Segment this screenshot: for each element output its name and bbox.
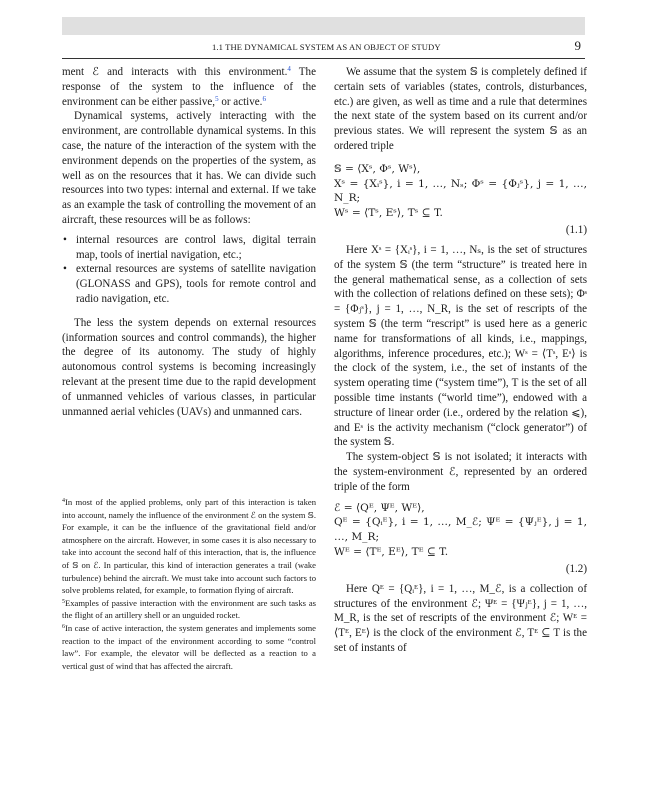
paragraph: We assume that the system 𝕊 is completely defined if certain sets of variables (states, controls, disturbances, etc.) are given, as well as time and a rule that determines the next state of the system based on its current and/or previous states. We will represent the system 𝕊 as an ordered triple: [334, 66, 587, 152]
footnote-link-5[interactable]: 5: [215, 94, 219, 103]
paragraph: Here Xˢ = {Xᵢˢ}, i = 1, …, Nₛ, is the set of structures of the system 𝕊 (the term “structure” is treated here in the general mathematical sense, as a collection of sets with the collection of relations defined on these sets); Φˢ = {Φⱼˢ}, j = 1, …, N_R, is the set of rescripts of the system 𝕊 (the term “rescript” is used here as a generic name for transformations of all kinds, i.e., mappings, algorithms, inference procedures, etc.); Wˢ = ⟨Tˢ, Eˢ⟩ is the clock of the system, i.e., the set of instants of the system operating time (“system time”), T is the set of all possible time instants (“world time”), endowed with a structure of linear order (i.e., ordered by the relation ⩽), and Eˢ is the activity mechanism (“clock generator”) of the system 𝕊.: [334, 243, 587, 449]
paragraph: The less the system depends on external resources (information sources and control commands), the higher the degree of its autonomy. The study of highly autonomous control systems is becoming increasingly relevant at the present time due to the rapid development of unmanned vehicles of various classes, in particular unmanned aerial vehicles (UAVs) and unmanned cars.: [62, 316, 316, 418]
right-column: [334, 65, 587, 656]
page-header: [62, 38, 585, 59]
paragraph: ment ℰ and interacts with this environment.$^4$ The response of the system to the influence of the environment can be either passive,$^5$ or active.$^6$: [62, 65, 316, 108]
footnote: $^4$In most of the applied problems, only part of this interaction is taken into account, namely the influence of the environment ℰ on the system 𝕊. For example, it can be the influence of the gravitational field and/or atmosphere on the aircraft. However, in some cases it is also necessary to take into account the second half of this interaction, that is, the influence of 𝕊 on ℰ. In particular, this kind of interaction generates a trail (wake turbulence) behind the aircraft. We must take into account such factors to solve problems related, for example, to formation flying of aircraft.: [62, 497, 316, 596]
equation-line: Qᴱ = {Qᵢᴱ}, i = 1, …, M_ℰ; Ψᴱ = {Ψⱼᴱ}, j = 1, …, M_R;: [334, 516, 587, 544]
list-item: • internal resources are control laws, digital terrain map, tools of inertial navigation, etc.;: [62, 233, 316, 263]
page-number: 9: [574, 38, 581, 53]
equation-number: (1.1): [565, 223, 587, 236]
top-gray-band: [62, 17, 585, 35]
paragraph: Here Qᴱ = {Qᵢᴱ}, i = 1, …, M_ℰ, is a collection of structures of the environment ℰ; Ψᴱ = {Ψⱼᴱ}, j = 1, …, M_R, is the set of rescripts of the environment ℰ; Wᴱ = ⟨Tᴱ, Eᴱ⟩ is the clock of the environment ℰ, Tᴱ ⊆ T is the set of instants of: [334, 582, 587, 654]
left-column: [62, 65, 316, 419]
footnote: $^5$Examples of passive interaction with the environment are such tasks as the flight of an artillery shell or an unguided rocket.: [62, 597, 316, 621]
equation-line: ℰ = ⟨Qᴱ, Ψᴱ, Wᴱ⟩,: [334, 501, 425, 514]
equation-line: Wˢ = ⟨Tˢ, Eˢ⟩, Tˢ ⊆ T.: [334, 207, 443, 220]
paragraph: Dynamical systems, actively interacting with the environment, are controllable dynamical systems. In this case, the nature of the interaction of the system with the environment depends on the properties of the system, as well as on the resources that it has. We can divide such resources into two types: internal and external. If we take as an example the task of controlling the movement of an aircraft, these resources will be as follows:: [62, 110, 316, 226]
list-item: • external resources are systems of satellite navigation (GLONASS and GPS), tools for remote control and radio navigation, etc.: [62, 262, 316, 306]
resource-list: [62, 233, 316, 307]
footnote: $^6$In case of active interaction, the system generates and implements some reaction to the impact of the environment according to some “control law”. For example, the elevator will be deflected as a reaction to a vertical gust of wind that has affected the aircraft.: [62, 622, 316, 671]
equation-line: 𝕊 = ⟨Xˢ, Φˢ, Wˢ⟩,: [334, 162, 421, 175]
running-title: 1.1 THE DYNAMICAL SYSTEM AS AN OBJECT OF STUDY: [212, 42, 441, 52]
footnote-link-6[interactable]: 6: [262, 94, 266, 103]
equation-line: Xˢ = {Xᵢˢ}, i = 1, …, Nₛ; Φˢ = {Φⱼˢ}, j = 1, …, N_R;: [334, 177, 587, 205]
footnote-link-4[interactable]: 4: [287, 65, 291, 73]
equation-number: (1.2): [565, 562, 587, 575]
equation-line: Wᴱ = ⟨Tᴱ, Eᴱ⟩, Tᴱ ⊆ T.: [334, 545, 449, 558]
footnotes: [62, 496, 316, 672]
paragraph: The system-object 𝕊 is not isolated; it interacts with the system-environment ℰ, represented by an ordered triple of the form: [334, 451, 587, 493]
